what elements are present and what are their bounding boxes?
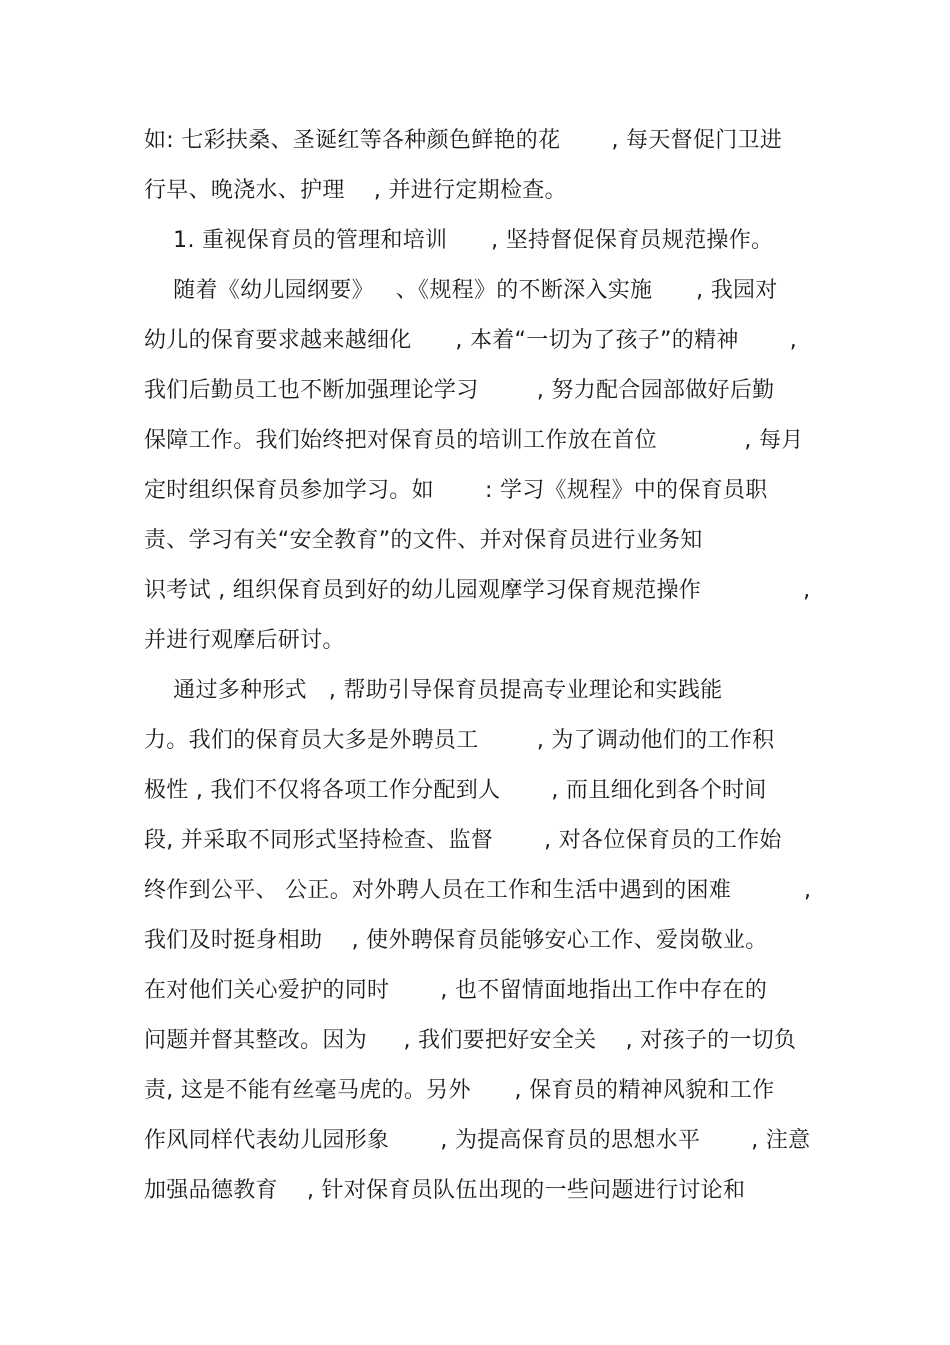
text-line: 我们及时挺身相助 , 使外聘保育员能够安心工作、爱岗敬业。 (144, 928, 768, 953)
text-line: 段, 并采取不同形式坚持检查、监督 , 对各位保育员的工作始 (144, 828, 782, 853)
text-line: 定时组织保育员参加学习。如 : 学习《规程》中的保育员职 (144, 478, 768, 503)
text-line: 保障工作。我们始终把对保育员的培训工作放在首位 , 每月 (144, 428, 804, 453)
text-line: 终作到公平、 公正。对外聘人员在工作和生活中遇到的困难 , (144, 878, 812, 903)
text-line: 责, 这是不能有丝毫马虎的。另外 , 保育员的精神风貌和工作 (144, 1078, 775, 1103)
text-line: 加强品德教育 , 针对保育员队伍出现的一些问题进行讨论和 (144, 1178, 746, 1203)
text-line: 行早、晚浇水、护理 , 并进行定期检查。 (144, 178, 567, 203)
text-line: 通过多种形式 , 帮助引导保育员提高专业理论和实践能 (144, 678, 723, 703)
text-line: 1. 重视保育员的管理和培训 , 坚持督促保育员规范操作。 (144, 228, 774, 253)
text-line: 我们后勤员工也不断加强理论学习 , 努力配合园部做好后勤 (144, 378, 775, 403)
text-line: 力。我们的保育员大多是外聘员工 , 为了调动他们的工作积 (144, 728, 775, 753)
text-line: 在对他们关心爱护的同时 , 也不留情面地指出工作中存在的 (144, 978, 768, 1003)
text-line: 识考试 , 组织保育员到好的幼儿园观摩学习保育规范操作 , (144, 578, 811, 603)
text-line: 作风同样代表幼儿园形象 , 为提高保育员的思想水平 , 注意 (144, 1128, 811, 1153)
text-line: 并进行观摩后研讨。 (144, 628, 345, 653)
text-line: 问题并督其整改。因为 , 我们要把好安全关 , 对孩子的一切负 (144, 1028, 797, 1053)
text-line: 责、学习有关“安全教育”的文件、并对保育员进行业务知 (144, 528, 703, 553)
text-line: 极性 , 我们不仅将各项工作分配到人 , 而且细化到各个时间 (144, 778, 767, 803)
text-line: 随着《幼儿园纲要》 、《规程》的不断深入实施 , 我园对 (144, 278, 778, 303)
text-line: 幼儿的保育要求越来越细化 , 本着“一切为了孩子”的精神 , (144, 328, 797, 353)
text-line: 如: 七彩扶桑、圣诞红等各种颜色鲜艳的花 , 每天督促门卫进 (144, 128, 783, 153)
